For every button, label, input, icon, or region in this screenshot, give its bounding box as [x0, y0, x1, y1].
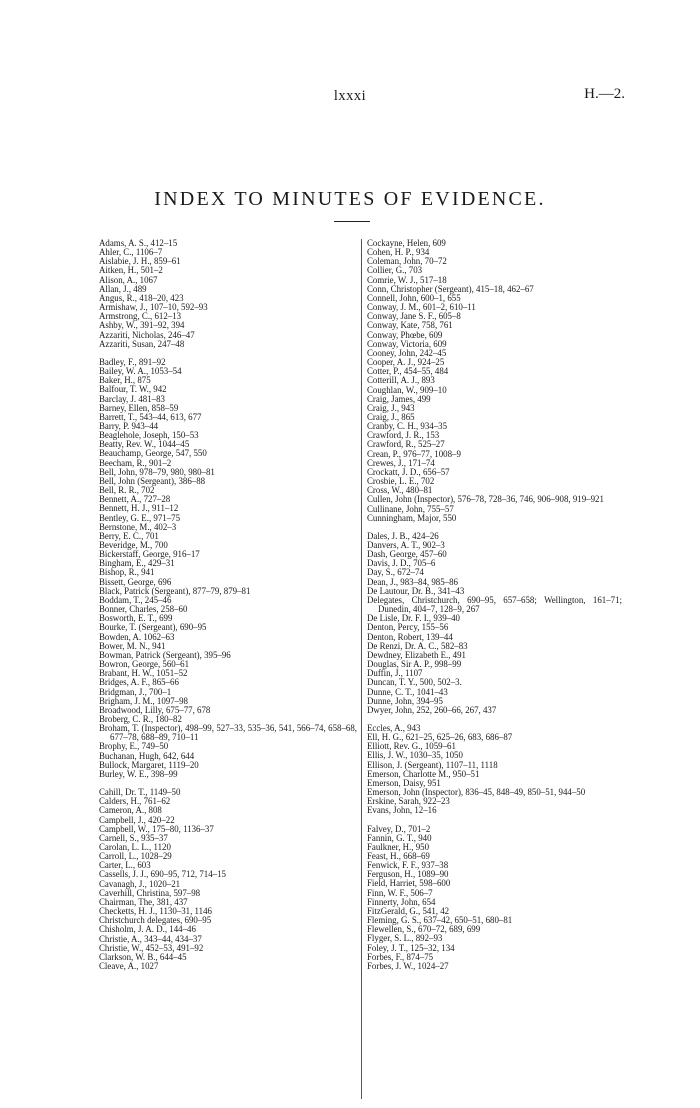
index-entry: Armishaw, J., 107–10, 592–93	[99, 302, 208, 313]
index-entry: Conway, J. M., 601–2, 610–11	[367, 302, 476, 313]
index-entry: Aislabie, J. H., 859–61	[99, 256, 181, 267]
index-entry: Ferguson, H., 1089–90	[367, 869, 449, 880]
index-column-right	[367, 239, 622, 971]
index-entry: Cassells, J. J., 690–95, 712, 714–15	[99, 869, 226, 880]
index-entry: Armstrong, C., 612–13	[99, 311, 182, 322]
index-entry: Campbell, J., 420–22	[99, 814, 175, 825]
index-entry: Beatty, Rev. W., 1044–45	[99, 439, 190, 450]
index-entry: Crockatt, J. D., 656–57	[367, 466, 450, 477]
index-entry: Bentley, G. E., 971–75	[99, 512, 181, 523]
title-rule	[334, 221, 370, 222]
index-entry: Ashby, W., 391–92, 394	[99, 320, 185, 331]
index-entry: Faulkner, H., 950	[367, 841, 430, 852]
index-entry: Cleave, A., 1027	[99, 961, 159, 972]
index-entry: Baker, H., 875	[99, 375, 151, 386]
index-entry: Bowman, Patrick (Sergeant), 395–96	[99, 649, 231, 660]
index-entry: Evans, John, 12–16	[367, 805, 437, 816]
index-entry: Craig, J., 865	[367, 411, 415, 422]
index-entry: De Renzi, Dr. A. C., 582–83	[367, 640, 468, 651]
index-entry: Conway, Victoria, 609	[367, 338, 447, 349]
index-entry: Cotterill, A. J., 893	[367, 375, 435, 386]
index-entry: Ell, H. G., 621–25, 625–26, 683, 686–87	[367, 732, 513, 743]
index-entry: Black, Patrick (Sergeant), 877–79, 879–81	[99, 585, 251, 596]
index-entry: Cooper, A. J., 924–25	[367, 357, 445, 368]
index-entry: Balfour, T. W., 942	[99, 384, 167, 395]
index-entry: Cockayne, Helen, 609	[367, 238, 446, 248]
index-entry: Chairman, The, 381, 437	[99, 896, 188, 907]
index-entry: Brabant, H. W., 1051–52	[99, 668, 188, 679]
index-entry: Cooney, John, 242–45	[367, 347, 447, 358]
index-entry: Cranby, C. H., 934–35	[367, 421, 448, 432]
index-entry: Ellison, J. (Sergeant), 1107–11, 1118	[367, 759, 498, 770]
index-entry: Crawford, R., 525–27	[367, 439, 445, 450]
index-entry: Conn, Christopher (Sergeant), 415–18, 462–67	[367, 283, 534, 294]
index-entry: Conway, Phœbe, 609	[367, 329, 443, 340]
index-entry: Cullinane, John, 755–57	[367, 503, 454, 514]
index-entry: Azzariti, Nicholas, 246–47	[99, 329, 195, 340]
index-entry: Beaglehole, Joseph, 150–53	[99, 430, 199, 441]
index-entry: Cohen, H. P., 934	[367, 247, 430, 258]
index-entry: Bernstone, M., 402–3	[99, 521, 177, 532]
index-entry: Christchurch delegates, 690–95	[99, 915, 212, 926]
index-entry: Broham, T. (Inspector), 498–99, 527–33, 535–36, 541, 566–74, 658–68, 677–78, 688–89, 710–11	[99, 723, 357, 743]
index-entry: Delegates, Christchurch, 690–95, 657–658; Wellington, 161–71; Dunedin, 404–7, 128–9, 267	[367, 594, 622, 615]
index-entry: Eccles, A., 943	[367, 722, 421, 733]
index-entry: Bailey, W. A., 1053–54	[99, 366, 182, 377]
index-entry: Collier, G., 703	[367, 265, 423, 276]
index-entry: De Lautour, Dr. B., 341–43	[367, 585, 465, 596]
index-entry: Fannin, G. T., 940	[367, 832, 432, 843]
index-entry: Emerson, Charlotte M., 950–51	[367, 768, 480, 779]
index-entry: Chisholm, J. A. D., 144–46	[99, 924, 196, 935]
index-entry: Craig, J., 943	[367, 402, 415, 413]
index-entry: Cameron, A., 808	[99, 805, 162, 816]
index-entry: Broberg, C. R., 180–82	[99, 713, 182, 724]
index-entry: Beecham, R., 901–2	[99, 457, 172, 468]
document-reference: H.—2.	[584, 86, 625, 102]
index-entry: Comrie, W. J., 517–18	[367, 274, 447, 285]
page-number: lxxxi	[333, 88, 367, 104]
index-entry: Field, Harriet, 598–600	[367, 878, 451, 889]
index-entry: Broadwood, Lilly, 675–77, 678	[99, 704, 211, 715]
index-entry: Cross, W., 480–81	[367, 485, 433, 496]
index-entry: Craig, James, 499	[367, 393, 431, 404]
index-entry: Fleming, G. S., 637–42, 650–51, 680–81	[367, 915, 513, 926]
index-entry: Checketts, H. J., 1130–31, 1146	[99, 906, 212, 917]
index-entry: Bower, M. N., 941	[99, 640, 166, 651]
index-entry: Bridgman, J., 700–1	[99, 686, 172, 697]
index-entry: Bell, R. R., 702	[99, 485, 155, 496]
index-entry: Emerson, John (Inspector), 836–45, 848–49, 850–51, 944–50	[367, 787, 586, 798]
index-entry: Dean, J., 983–84, 985–86	[367, 576, 458, 587]
index-entry: Calders, H., 761–62	[99, 796, 171, 807]
index-entry: Angus, R., 418–20, 423	[99, 292, 184, 303]
index-entry: Alison, A., 1067	[99, 274, 158, 285]
index-entry: Barclay, J. 481–83	[99, 393, 165, 404]
index-entry: Bennett, A., 727–28	[99, 494, 171, 505]
index-entry: Bosworth, E. T., 699	[99, 613, 173, 624]
index-entry: Badley, F., 891–92	[99, 356, 166, 367]
index-entry: Fenwick, F. F., 937–38	[367, 860, 449, 871]
index-entry: Cavanagh, J., 1020–21	[99, 878, 181, 889]
index-entry: Carroll, L., 1028–29	[99, 851, 172, 862]
index-entry: Dales, J. B., 424–26	[367, 530, 439, 541]
index-entry: Dash, George, 457–60	[367, 549, 447, 560]
index-entry: Cahill, Dr. T., 1149–50	[99, 787, 181, 798]
index-entry: Cunningham, Major, 550	[367, 512, 457, 523]
index-entry: Cotter, P., 454–55, 484	[367, 366, 449, 377]
index-entry: Connell, John, 600–1, 655	[367, 292, 461, 303]
index-entry: Caverhill, Christina, 597–98	[99, 887, 201, 898]
index-entry: Bridges, A. F., 865–66	[99, 677, 179, 688]
index-entry: Bowden, A. 1062–63	[99, 631, 175, 642]
index-entry: Carnell, S., 935–37	[99, 832, 168, 843]
index-entry: Conway, Kate, 758, 761	[367, 320, 453, 331]
index-entry: Buchanan, Hugh, 642, 644	[99, 750, 195, 761]
index-entry: Brigham, J. M., 1097–98	[99, 695, 188, 706]
index-entry: Boddam, T., 245–46	[99, 594, 172, 605]
index-entry: Forbes, J. W., 1024–27	[367, 960, 449, 971]
index-entry: Adams, A. S., 412–15	[99, 238, 178, 248]
index-entry: Dewdney, Elizabeth E., 491	[367, 649, 466, 660]
index-entry: Allan, J., 489	[99, 283, 147, 294]
index-entry: Flewellen, S., 670–72, 689, 699	[367, 924, 481, 935]
index-column-left	[99, 239, 357, 971]
index-entry: Ahler, C., 1106–7	[99, 247, 163, 258]
index-entry: FitzGerald, G., 541, 42	[367, 905, 450, 916]
index-entry: Bell, John, 978–79, 980, 980–81	[99, 466, 215, 477]
index-entry: Christie, A., 343–44, 434–37	[99, 933, 202, 944]
index-entry: Aitken, H., 501–2	[99, 265, 163, 276]
index-entry: Carter, L., 603	[99, 860, 151, 871]
index-entry: Bell, John (Sergeant), 386–88	[99, 475, 206, 486]
index-entry: Crean, P., 976–77, 1008–9	[367, 448, 461, 459]
page-title: INDEX TO MINUTES OF EVIDENCE.	[154, 188, 546, 210]
index-entry: Brophy, E., 749–50	[99, 741, 169, 752]
index-entry: Douglas, Sir A. P., 998–99	[367, 659, 462, 670]
index-entry: Bickerstaff, George, 916–17	[99, 549, 200, 560]
column-divider	[361, 239, 362, 1099]
index-entry: Crawford, J. R., 153	[367, 430, 440, 441]
index-entry: Dwyer, John, 252, 260–66, 267, 437	[367, 704, 497, 715]
index-entry: Beauchamp, George, 547, 550	[99, 448, 207, 459]
index-entry: Barrett, T., 543–44, 613, 677	[99, 411, 202, 422]
index-entry: Bourke, T. (Sergeant), 690–95	[99, 622, 207, 633]
index-entry: Denton, Percy, 155–56	[367, 622, 449, 633]
index-entry: Barney, Ellen, 858–59	[99, 402, 179, 413]
index-entry: Emerson, Daisy, 951	[367, 777, 441, 788]
index-entry: Davis, J. D., 705–6	[367, 558, 436, 569]
index-entry: Elliott, Rev. G., 1059–61	[367, 741, 456, 752]
index-entry: Denton, Robert, 139–44	[367, 631, 453, 642]
index-entry: Bennett, H. J., 911–12	[99, 503, 179, 514]
index-entry: Bullock, Margaret, 1119–20	[99, 759, 199, 770]
index-entry: Dunne, John, 394–95	[367, 695, 443, 706]
index-entry: Azzariti, Susan, 247–48	[99, 338, 185, 349]
index-entry: Carolan, L. L., 1120	[99, 842, 171, 852]
index-entry: Finn, W. F., 506–7	[367, 887, 433, 898]
index-entry: Dunne, C. T., 1041–43	[367, 686, 448, 697]
index-entry: Conway, Jane S. F., 605–8	[367, 311, 461, 322]
index-entry: Duffin, J., 1107	[367, 668, 423, 679]
index-entry: Clarkson, W. B., 644–45	[99, 951, 187, 962]
index-entry: Beveridge, M., 700	[99, 540, 168, 550]
index-entry: Bowron, George, 560–61	[99, 659, 190, 670]
index-entry: Ellis, J. W., 1030–35, 1050	[367, 750, 463, 761]
index-entry: Foley, J. T., 125–32, 134	[367, 942, 455, 953]
index-entry: Day, S., 672–74	[367, 567, 424, 578]
index-entry: Danvers, A. T., 902–3	[367, 540, 445, 550]
index-entry: Bingham, E., 429–31	[99, 558, 175, 569]
index-entry: Forbes, F., 874–75	[367, 951, 434, 962]
index-entry: Bishop, R., 941	[99, 567, 155, 578]
index-entry: Finnerty, John, 654	[367, 896, 436, 907]
index-entry: Barry, P. 943–44	[99, 420, 159, 431]
index-entry: Falvey, D., 701–2	[367, 823, 431, 834]
index-entry: Flyger, S. L., 892–93	[367, 933, 443, 944]
index-entry: Crewes, J., 171–74	[367, 457, 435, 468]
index-entry: Burley, W. E., 398–99	[99, 768, 178, 779]
index-entry: Christie, W., 452–53, 491–92	[99, 942, 204, 953]
index-entry: Coleman, John, 70–72	[367, 256, 447, 267]
index-entry: Duncan, T. Y., 500, 502–3.	[367, 677, 462, 688]
index-entry: Cullen, John (Inspector), 576–78, 728–36, 746, 906–908, 919–921	[367, 494, 604, 505]
index-entry: Coughlan, W., 909–10	[367, 384, 447, 395]
index-entry: Erskine, Sarah, 922–23	[367, 796, 450, 807]
index-entry: De Lisle, Dr. F. I., 939–40	[367, 613, 460, 624]
index-entry: Crosbie, L. E., 702	[367, 476, 435, 487]
index-entry: Bissett, George, 696	[99, 576, 172, 587]
index-entry: Campbell, W., 175–80, 1136–37	[99, 823, 214, 834]
index-entry: Berry, E. C., 701	[99, 530, 159, 541]
index-entry: Feast, H., 668–69	[367, 851, 430, 861]
index-entry: Bonner, Charles, 258–60	[99, 604, 188, 615]
